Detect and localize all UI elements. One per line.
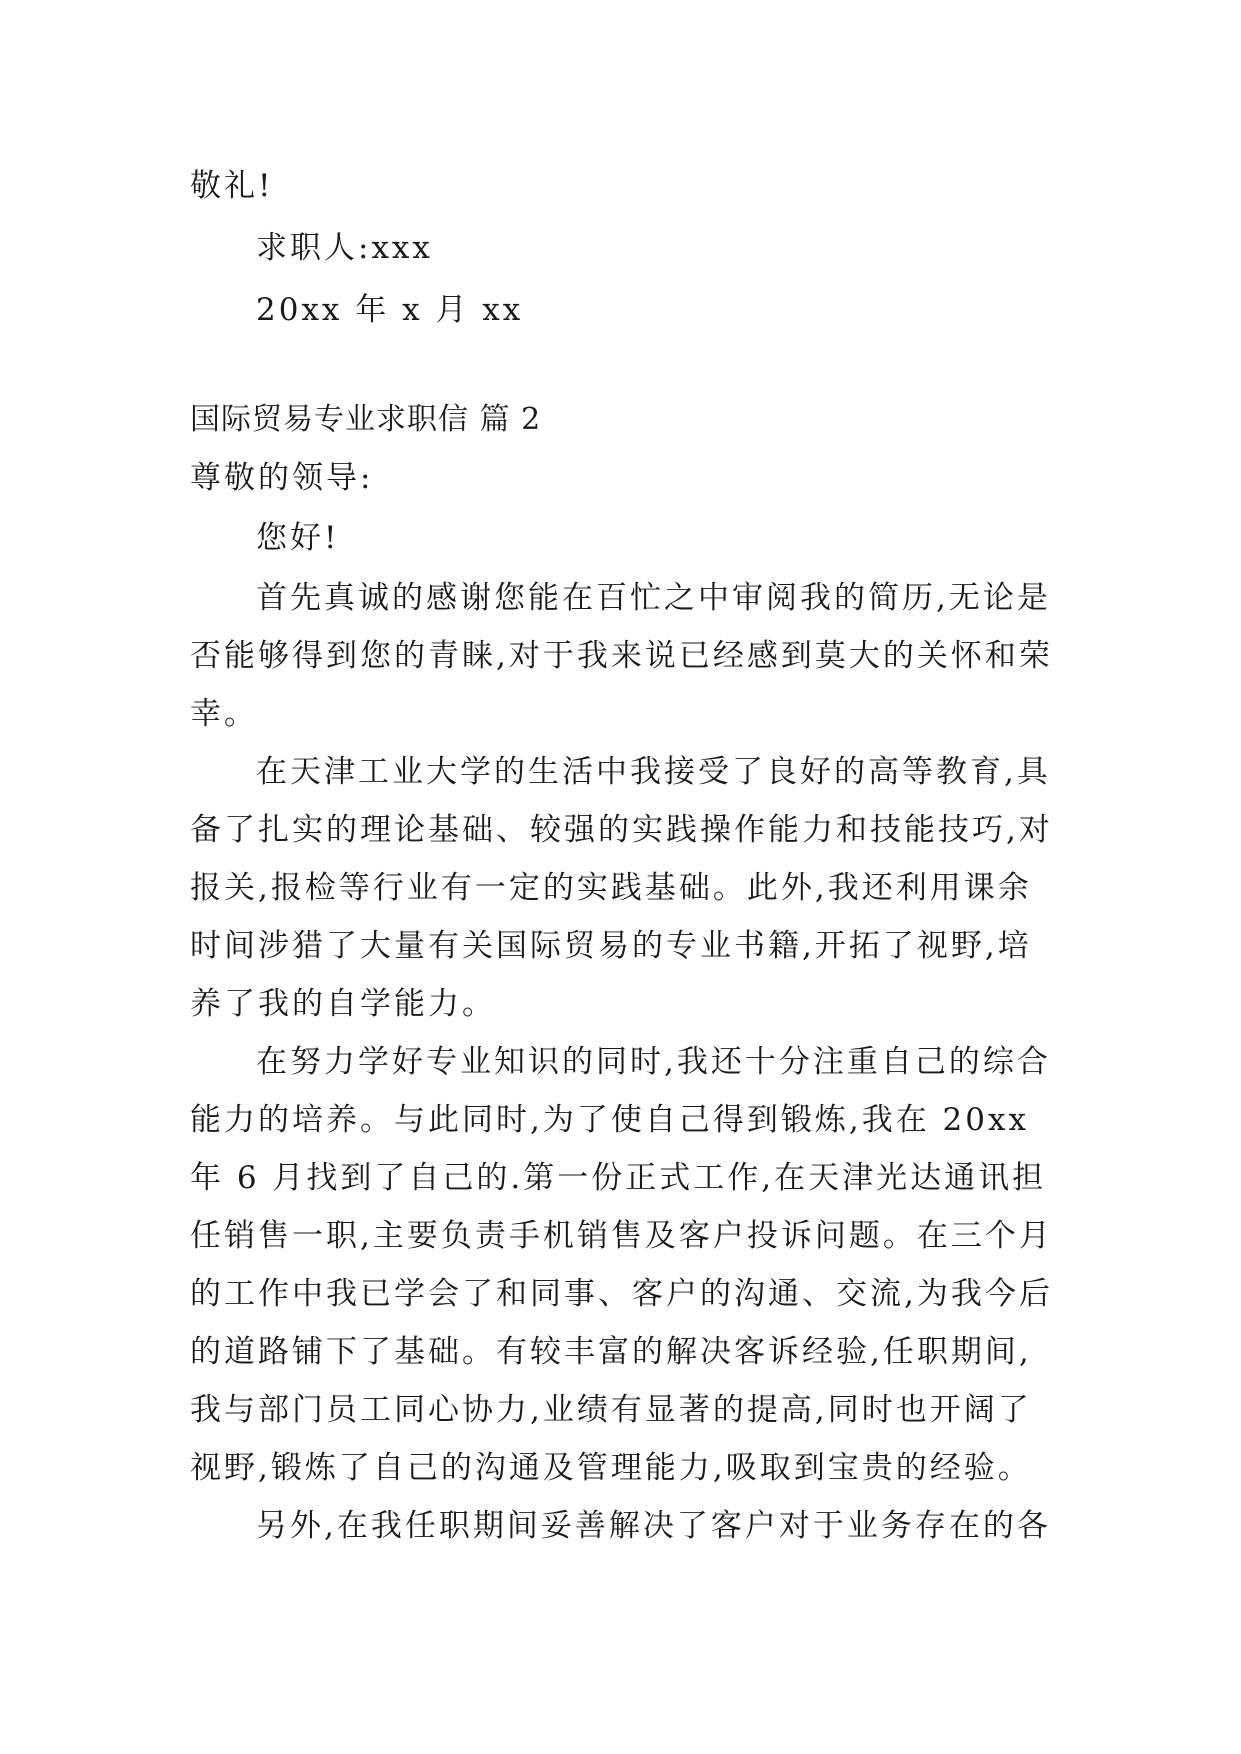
body-line: 在天津工业大学的生活中我接受了良好的高等教育,具 [256, 754, 1051, 790]
body-line: 时间涉猎了大量有关国际贸易的专业书籍,开拓了视野,培 [190, 928, 1032, 964]
letter-greeting: 尊敬的领导: [190, 460, 374, 496]
body-line: 首先真诚的感谢您能在百忙之中审阅我的简历,无论是 [256, 580, 1051, 616]
body-line: 幸。 [190, 696, 258, 732]
body-line: 否能够得到您的青睐,对于我来说已经感到莫大的关怀和荣 [190, 638, 1053, 674]
letter-hello: 您好! [256, 520, 340, 556]
body-line: 在努力学好专业知识的同时,我还十分注重自己的综合 [256, 1044, 1051, 1080]
body-line: 任销售一职,主要负责手机销售及客户投诉问题。在三个月 [190, 1218, 1053, 1254]
body-line: 备了扎实的理论基础、较强的实践操作能力和技能技巧,对 [190, 812, 1053, 848]
body-line: 能力的培养。与此同时,为了使自己得到锻炼,我在 20xx [190, 1102, 1029, 1138]
body-line: 年 6 月找到了自己的.第一份正式工作,在天津光达通讯担 [190, 1160, 1047, 1196]
body-line: 另外,在我任职期间妥善解决了客户对于业务存在的各 [256, 1508, 1051, 1544]
body-line: 我与部门员工同心协力,业绩有显著的提高,同时也开阔了 [190, 1392, 1032, 1428]
date-line: 20xx 年 x 月 xx [256, 292, 524, 328]
body-line: 养了我的自学能力。 [190, 986, 496, 1022]
section-title: 国际贸易专业求职信 篇 2 [190, 402, 542, 437]
closing-salute: 敬礼! [190, 168, 274, 204]
body-line: 视野,锻炼了自己的沟通及管理能力,吸取到宝贵的经验。 [190, 1450, 1032, 1486]
body-line: 的道路铺下了基础。有较丰富的解决客诉经验,任职期间, [190, 1334, 1032, 1370]
body-line: 的工作中我已学会了和同事、客户的沟通、交流,为我今后 [190, 1276, 1053, 1312]
signature-line: 求职人:xxx [256, 230, 433, 266]
body-line: 报关,报检等行业有一定的实践基础。此外,我还利用课余 [190, 870, 1032, 906]
